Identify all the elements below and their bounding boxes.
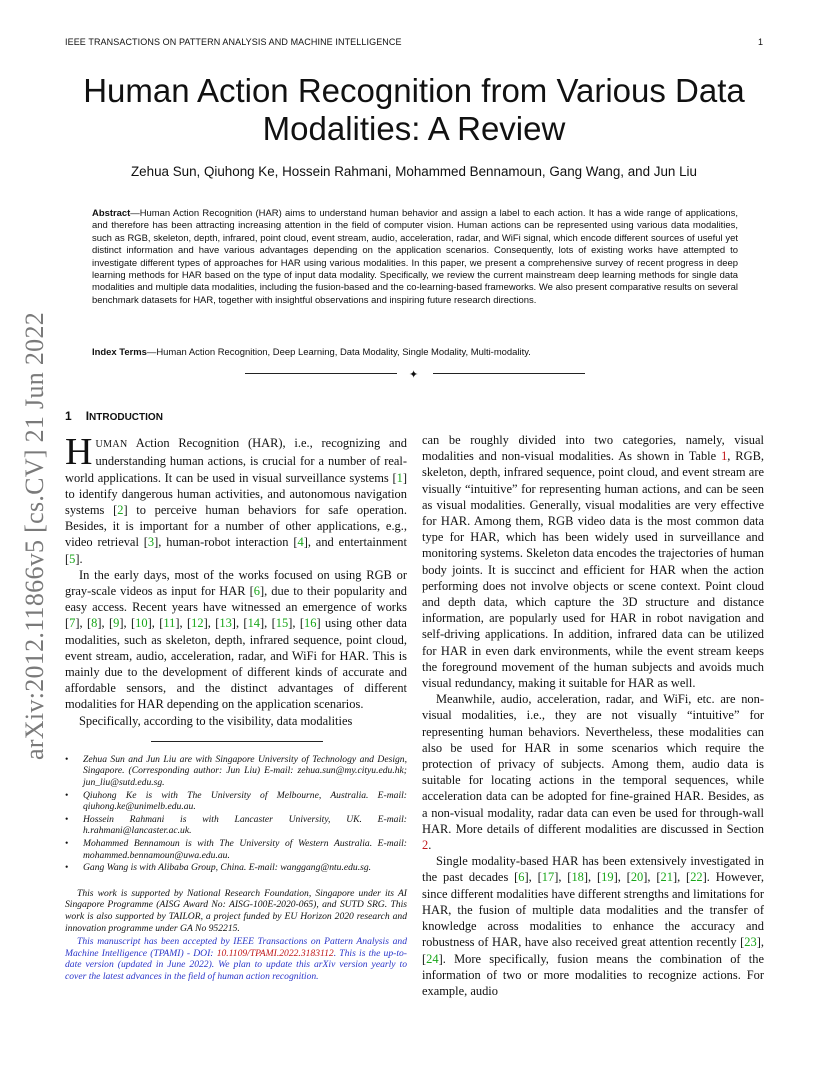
intro-paragraph-5: Meanwhile, audio, acceleration, radar, and WiFi, etc. are non-visual modalities, i.e., they are not visually “intuitive” for representing human behaviors. Nevertheless, these modalities can also be used for HAR in some scenarios which require the protection of privacy of subjects. Among them, audio data is suitable for locating actions in the temporal sequences, while acceleration data can be adopted for fine-grained HAR. Besides, as a non-visual modality, radar data can even be used for through-wall HAR. More details of different modalities are discussed in Section 2. xyxy=(422,692,764,853)
citation-link[interactable]: 12 xyxy=(191,616,204,631)
intro-paragraph-4: can be roughly divided into two categories, namely, visual modalities and non-visual modalities. As shown in Table 1, RGB, skeleton, depth, infrared sequence, point cloud, and event stream are visually “intuitive” for representing human actions, and can be seen as visual modalities. Generally, visual modalities are very effective for HAR. Among them, RGB video data is the most common data type for HAR, which has been widely used in surveillance and monitoring systems. Skeleton data encodes the trajectories of human body joints. It is succinct and efficient for HAR when the action performing does not involve objects or scene context. Point cloud and depth data, which capture the 3D structure and distance information, are popularly used for HAR in robot navigation and self-driving applications. In addition, infrared data can be utilized for HAR in even dark environments, while the event stream keeps the foreground movement of the human subjects and avoids much visual redundancy, making it suitable for HAR as well. xyxy=(422,433,764,691)
citation-link[interactable]: 10 xyxy=(135,616,148,631)
citation-link[interactable]: 23 xyxy=(744,935,757,950)
citation-link[interactable]: 22 xyxy=(690,870,703,885)
citation-link[interactable]: 18 xyxy=(571,870,584,885)
acceptance-note: This manuscript has been accepted by IEEE Transactions on Pattern Analysis and Machine Intelligence (TPAMI) - DOI: 10.1109/TPAMI.2022.3183112. This is the up-to-date version (updated in June 2022). We plan to update this arXiv version yearly to cover the latest advances in the field of human action recognition. xyxy=(65,936,408,982)
index-terms-text: —Human Action Recognition, Deep Learning, Data Modality, Single Modality, Multi-modality. xyxy=(146,347,531,358)
section-ref-link[interactable]: 2 xyxy=(422,838,429,853)
index-terms-label: Index Terms xyxy=(92,347,147,358)
citation-link[interactable]: 6 xyxy=(518,870,525,885)
citation-link[interactable]: 6 xyxy=(253,584,260,599)
author-list: Zehua Sun, Qiuhong Ke, Hossein Rahmani, Mohammed Bennamoun, Gang Wang, and Jun Liu xyxy=(131,164,697,179)
footnote-separator xyxy=(151,741,323,742)
left-column xyxy=(65,408,407,983)
footnote-item: • Mohammed Bennamoun is with The University of Western Australia. E-mail: mohammed.bennamoun@uwa.edu.au. xyxy=(65,838,407,861)
citation-link[interactable]: 7 xyxy=(69,616,76,631)
right-column xyxy=(422,432,764,999)
paper-title: Human Action Recognition from Various Data Modalities: A Review xyxy=(83,72,745,147)
section-title-initial: I xyxy=(85,409,90,423)
citation-link[interactable]: 20 xyxy=(630,870,644,885)
arxiv-stamp: arXiv:2012.11866v5 [cs.CV] 21 Jun 2022 xyxy=(20,311,49,760)
index-terms xyxy=(92,347,738,359)
drop-cap: H xyxy=(65,431,93,474)
doi-link[interactable]: 10.1109/TPAMI.2022.3183112 xyxy=(216,947,334,959)
footnote-item: • Hossein Rahmani is with Lancaster University, UK. E-mail: h.rahmani@lancaster.ac.uk. xyxy=(65,813,407,837)
footnote-item: • Gang Wang is with Alibaba Group, China. E-mail: wanggang@ntu.edu.sg. xyxy=(65,862,372,874)
abstract-label: Abstract xyxy=(92,208,131,219)
section-number: 1 xyxy=(65,409,72,423)
intro-paragraph-6: Single modality-based HAR has been extensively investigated in the past decades [6], [17], [18], [19], [20], [21], [22]. However, since different modalities have different strengths and limitations for HAR, the fusion of multiple data modalities and the transfer of knowledge across modalities to enhance the accuracy and robustness of HAR, have also received great attention recently [23], [24]. More specifically, fusion means the combination of the information of two or more modalities to recognize actions. For example, audio xyxy=(422,854,764,998)
citation-link[interactable]: 21 xyxy=(660,870,673,885)
abstract-text: —Human Action Recognition (HAR) aims to understand human behavior and assign a label to each action. It has a wide range of applications, and therefore has been attracting increasing attention in the field of computer vision. Human actions can be represented using various data modalities, such as RGB, skeleton, depth, infrared, point cloud, event stream, audio, acceleration, radar, and WiFi signal, which encode different sources of useful yet distinct information and have various advantages depending on the application scenarios. Consequently, lots of existing works have attempted to investigate different types of approaches for HAR using various modalities. In this paper, we present a comprehensive survey of recent progress in deep learning methods for HAR based on the type of input data modality. Specifically, we review the current mainstream deep learning methods for single data modalities and multiple data modalities, including the fusion-based and the co-learning-based frameworks. We also present comparative results on several benchmark datasets for HAR, together with insightful observations and inspiring future research directions. xyxy=(92,208,738,306)
funding-note: This work is supported by National Research Foundation, Singapore under its AI Singapore Programme (AISG Award No: AISG-100E-2020-065), and SUTD SRG. This work is also supported by TAILOR, a project funded by EU Horizon 2020 research and innovation programme under GA No 952215. xyxy=(65,887,407,934)
section-divider xyxy=(245,367,585,381)
citation-link[interactable]: 1 xyxy=(396,470,403,485)
citation-link[interactable]: 24 xyxy=(426,951,439,966)
page-number: 1 xyxy=(758,37,764,47)
footnote-item: • Qiuhong Ke is with The University of Melbourne, Australia. E-mail: qiuhong.ke@unimelb.edu.au. xyxy=(65,789,407,813)
citation-link[interactable]: 8 xyxy=(91,616,98,631)
citation-link[interactable]: 15 xyxy=(275,616,289,631)
citation-link[interactable]: 17 xyxy=(541,870,555,885)
intro-paragraph-3: Specifically, according to the visibility, data modalities xyxy=(79,713,353,728)
footnote-item: • Zehua Sun and Jun Liu are with Singapore University of Technology and Design, Singapore. (Corresponding author: Jun Liu) E-mail: zehua.sun@my.cityu.edu.hk; jun_liu@sutd.edu.sg. xyxy=(65,753,407,789)
citation-link[interactable]: 2 xyxy=(117,503,124,518)
citation-link[interactable]: 3 xyxy=(147,535,155,550)
divider-line-right xyxy=(433,373,585,374)
citation-link[interactable]: 4 xyxy=(297,535,304,550)
intro-paragraph-2: In the early days, most of the works focused on using RGB or gray-scale videos as input for HAR [6], due to their popularity and easy access. Recent years have witnessed an emergence of works [7], [8], [9], [10], [11], [12], [13], [14], [15], [16] using other data modalities, such as skeleton, depth, infrared sequence, point cloud, event stream, audio, acceleration, radar, and WiFi for HAR. This is mainly due to the development of different kinds of accurate and affordable sensors, and the distinct advantages of different modalities for HAR depending on the application scenarios. xyxy=(65,567,408,712)
section-heading xyxy=(65,408,407,426)
affiliation-footnotes xyxy=(65,754,407,874)
table-ref-link[interactable]: 1 xyxy=(721,449,728,464)
citation-link[interactable]: 11 xyxy=(163,616,176,631)
intro-paragraph-1: HUMAN Action Recognition (HAR), i.e., recognizing and understanding human actions, is crucial for a number of real-world applications. It can be used in visual surveillance systems [1] to identify dangerous human activities, and autonomous navigation systems [2] to perceive human behaviors for safe operation. Besides, it is important for a number of other applications, e.g., video retrieval [3], human-robot interaction [4], and entertainment [5]. xyxy=(65,431,407,566)
divider-diamond-icon: ✦ xyxy=(409,369,419,381)
citation-link[interactable]: 16 xyxy=(304,616,317,631)
abstract xyxy=(92,208,738,307)
journal-header: IEEE TRANSACTIONS ON PATTERN ANALYSIS AND MACHINE INTELLIGENCE xyxy=(65,37,402,47)
citation-link[interactable]: 19 xyxy=(601,870,614,885)
citation-link[interactable]: 14 xyxy=(247,616,261,631)
divider-line-left xyxy=(245,373,397,374)
citation-link[interactable]: 5 xyxy=(69,551,76,566)
citation-link[interactable]: 13 xyxy=(219,616,232,631)
section-title-rest: NTRODUCTION xyxy=(89,412,163,423)
citation-link[interactable]: 9 xyxy=(113,616,120,631)
